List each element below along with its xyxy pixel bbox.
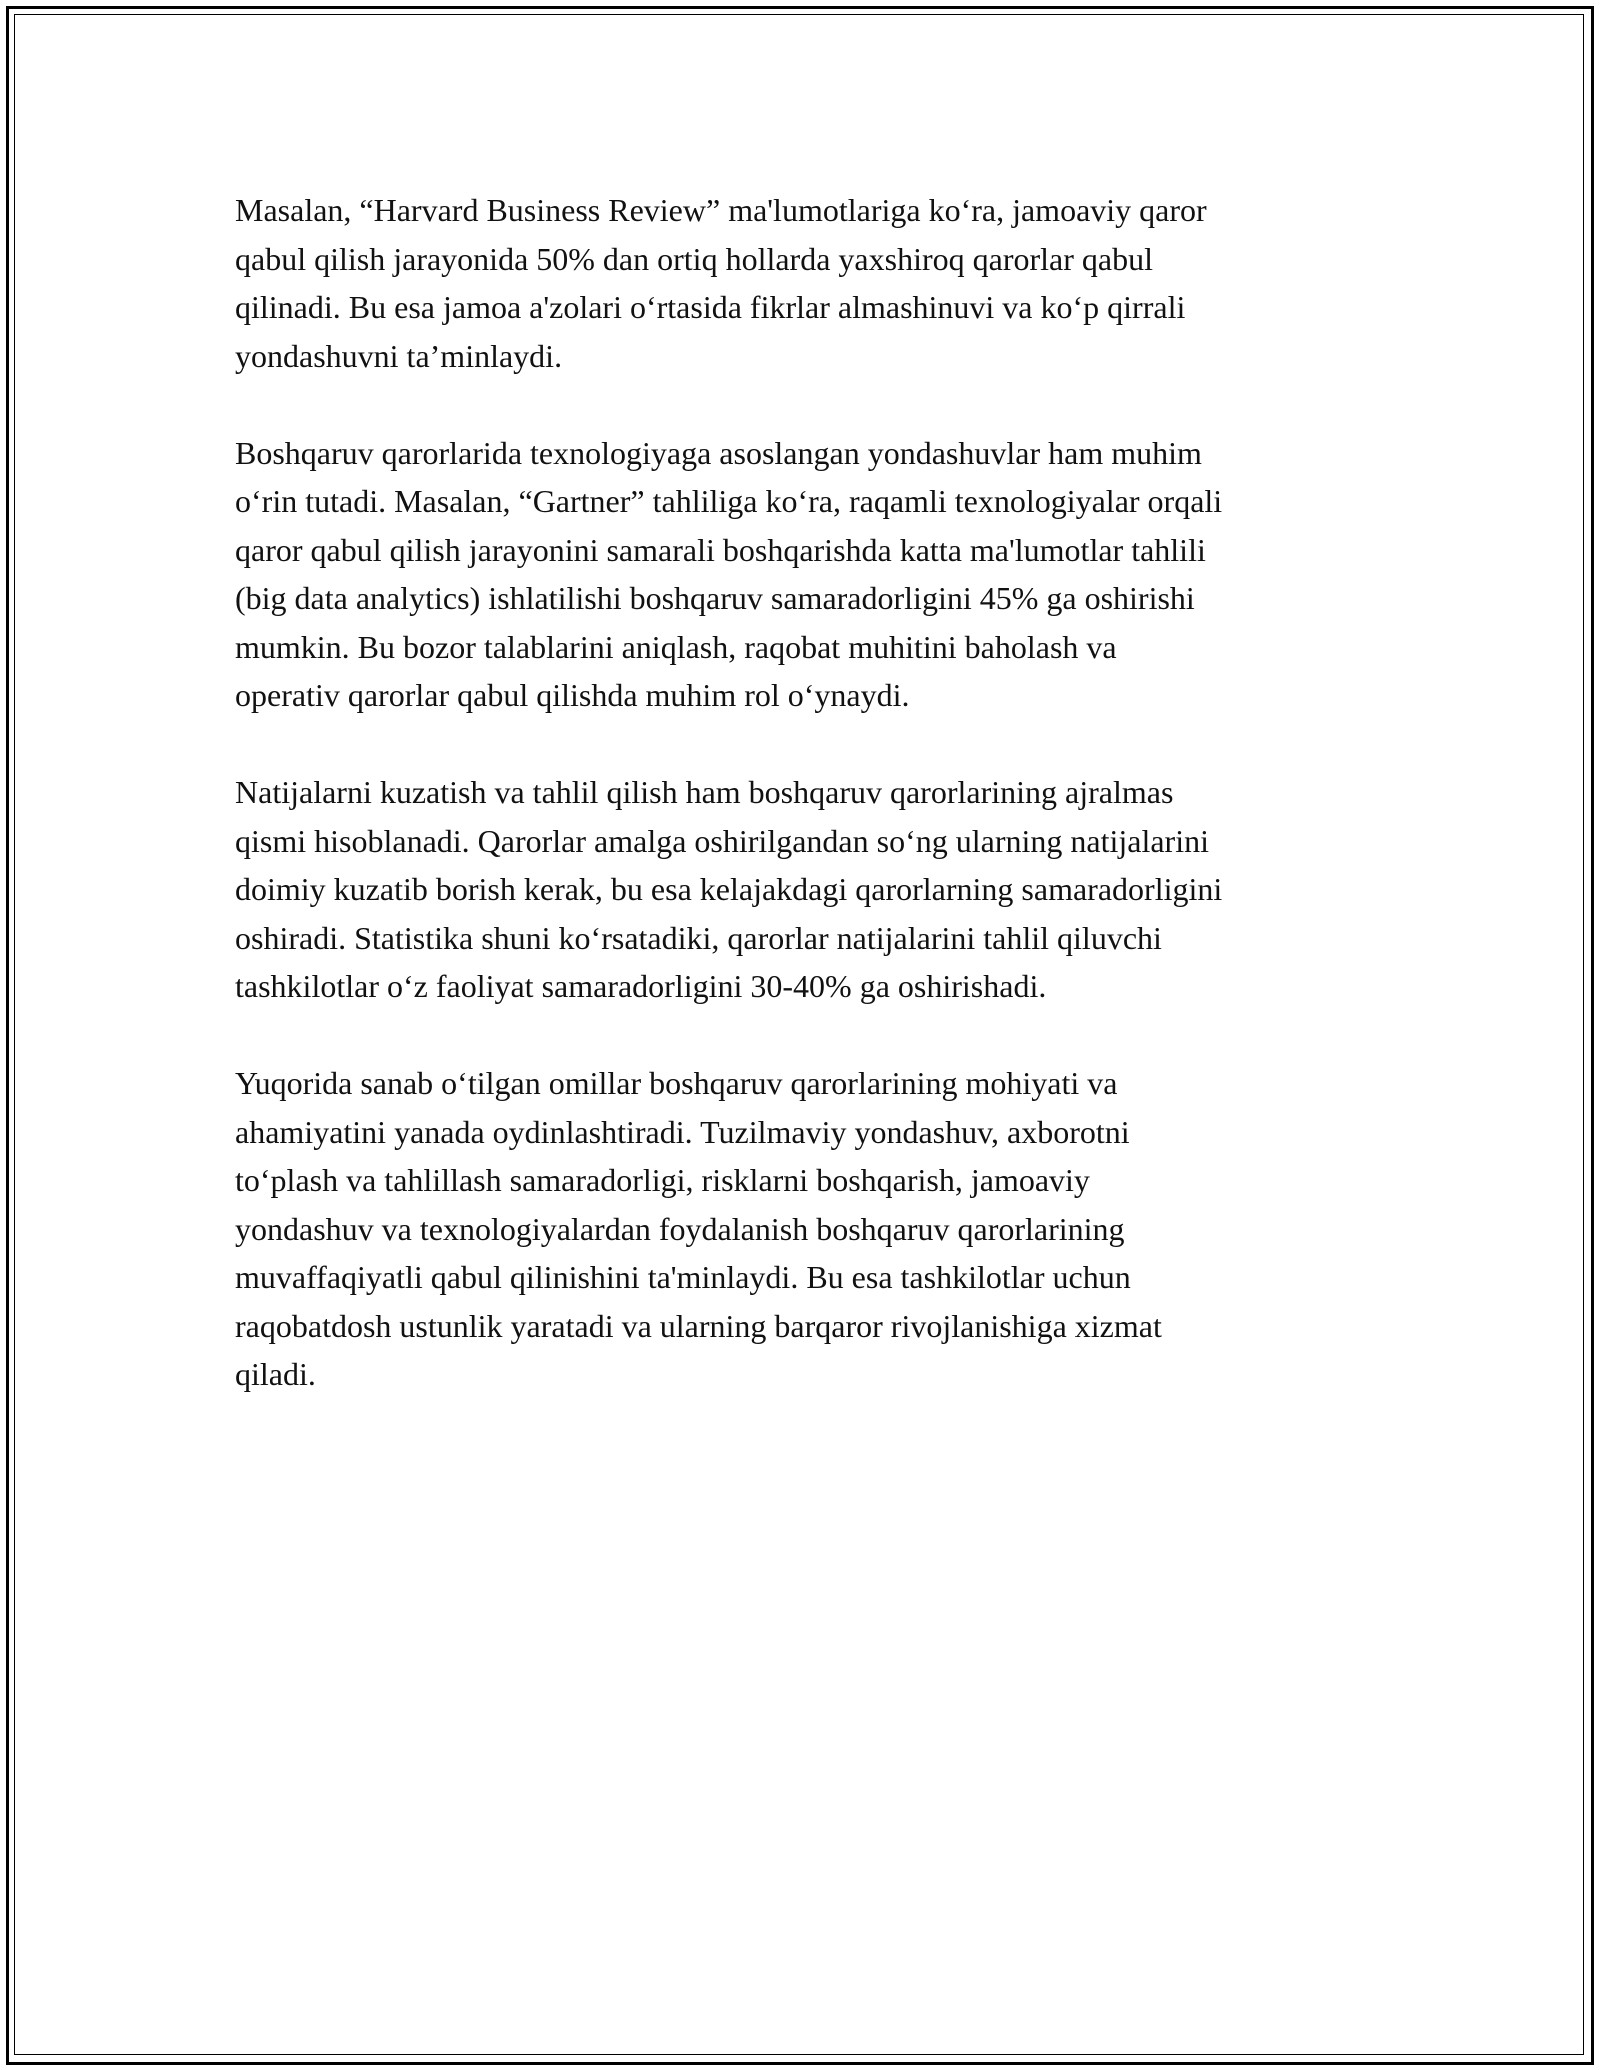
paragraph-2 bbox=[235, 429, 1395, 720]
text-line: Masalan, “Harvard Business Review” ma'lumotlariga koʻra, jamoaviy qaror bbox=[235, 192, 1207, 228]
text-line: qaror qabul qilish jarayonini samarali boshqarishda katta ma'lumotlar tahlili bbox=[235, 531, 1206, 568]
paragraph-1 bbox=[235, 186, 1395, 380]
text-line: oʻrin tutadi. Masalan, “Gartner” tahliliga koʻra, raqamli texnologiyalar orqali bbox=[235, 483, 1223, 519]
paragraph-4 bbox=[235, 1059, 1395, 1399]
text-line: qiladi. bbox=[235, 1356, 316, 1392]
text-line: yondashuv va texnologiyalardan foydalanish boshqaruv qarorlarining bbox=[235, 1210, 1125, 1247]
text-line: (big data analytics) ishlatilishi boshqaruv samaradorligini 45% ga oshirishi bbox=[235, 580, 1195, 616]
text-line: toʻplash va tahlillash samaradorligi, risklarni boshqarish, jamoaviy bbox=[235, 1162, 1090, 1198]
text-line: yondashuvni ta’minlaydi. bbox=[235, 337, 563, 374]
text-line: operativ qarorlar qabul qilishda muhim rol oʻynaydi. bbox=[235, 677, 910, 713]
document-body bbox=[235, 186, 1395, 1447]
text-line: qabul qilish jarayonida 50% dan ortiq hollarda yaxshiroq qarorlar qabul bbox=[235, 240, 1153, 277]
text-line: Natijalarni kuzatish va tahlil qilish ham boshqaruv qarorlarining ajralmas bbox=[235, 774, 1174, 810]
text-line: tashkilotlar oʻz faoliyat samaradorligini 30-40% ga oshirishadi. bbox=[235, 968, 1047, 1004]
text-line: qismi hisoblanadi. Qarorlar amalga oshirilgandan soʻng ularning natijalarini bbox=[235, 822, 1209, 859]
text-line: Yuqorida sanab oʻtilgan omillar boshqaruv qarorlarining mohiyati va bbox=[235, 1065, 1118, 1101]
text-line: qilinadi. Bu esa jamoa a'zolari oʻrtasida fikrlar almashinuvi va koʻp qirrali bbox=[235, 289, 1186, 325]
text-line: muvaffaqiyatli qabul qilinishini ta'minlaydi. Bu esa tashkilotlar uchun bbox=[235, 1259, 1131, 1295]
text-line: oshiradi. Statistika shuni koʻrsatadiki, qarorlar natijalarini tahlil qiluvchi bbox=[235, 919, 1162, 956]
text-line: mumkin. Bu bozor talablarini aniqlash, raqobat muhitini baholash va bbox=[235, 628, 1117, 665]
text-line: Boshqaruv qarorlarida texnologiyaga asoslangan yondashuvlar ham muhim bbox=[235, 434, 1202, 471]
text-line: raqobatdosh ustunlik yaratadi va ularning barqaror rivojlanishiga xizmat bbox=[235, 1307, 1162, 1344]
paragraph-3 bbox=[235, 768, 1395, 1011]
text-line: ahamiyatini yanada oydinlashtiradi. Tuzilmaviy yondashuv, axborotni bbox=[235, 1113, 1130, 1150]
text-line: doimiy kuzatib borish kerak, bu esa kelajakdagi qarorlarning samaradorligini bbox=[235, 871, 1223, 907]
